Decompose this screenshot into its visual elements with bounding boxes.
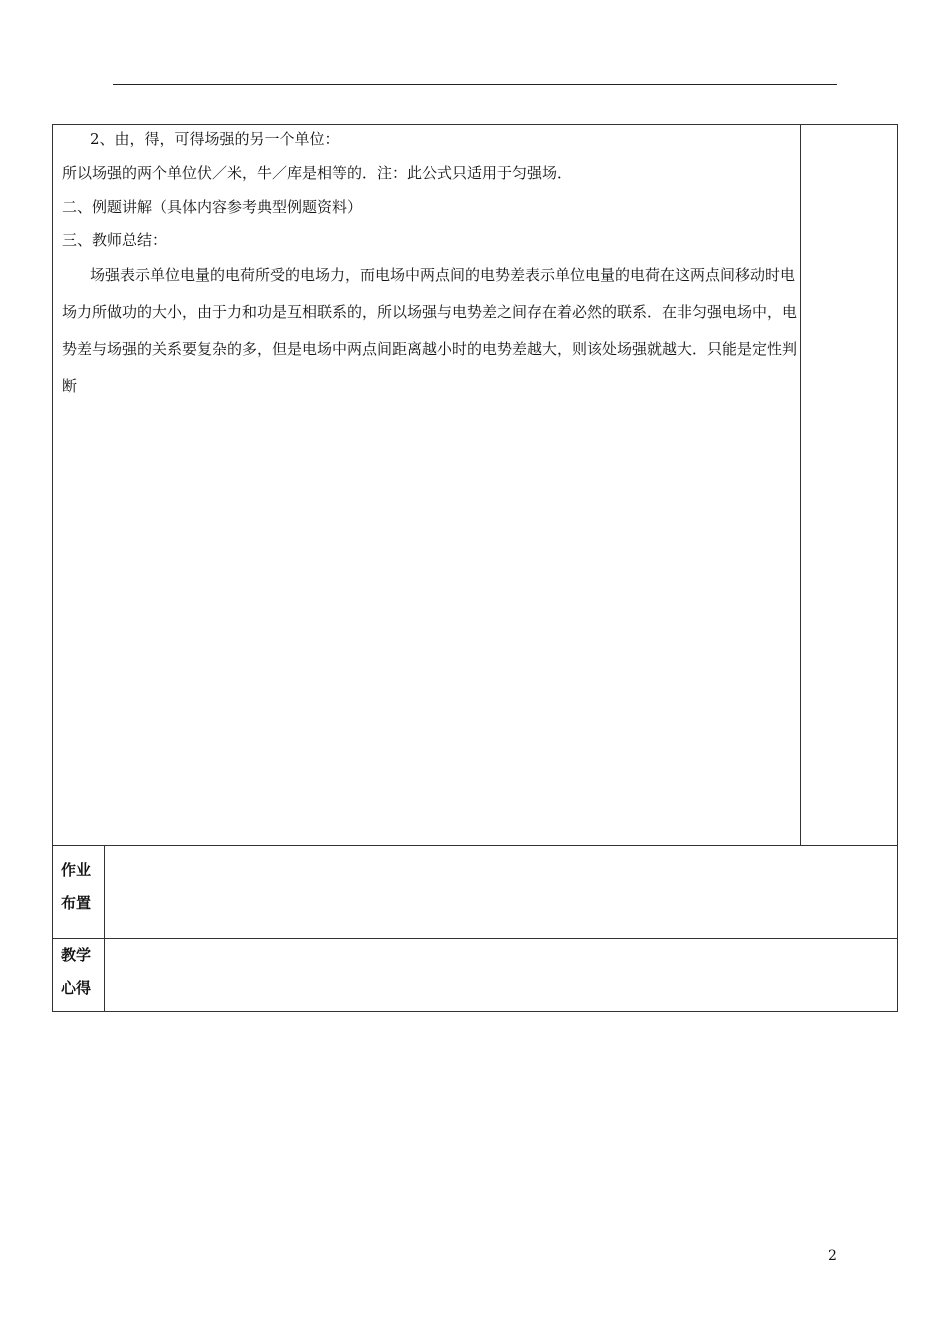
header-rule	[113, 84, 837, 85]
text-line-2: 所以场强的两个单位伏／米，牛／库是相等的．注：此公式只适用于匀强场．	[62, 164, 573, 182]
homework-label	[61, 854, 101, 920]
reflection-label-line-2: 心得	[61, 979, 92, 997]
side-column-divider	[800, 124, 801, 846]
reflection-label-line-1: 教学	[61, 946, 92, 964]
content-cell	[52, 124, 898, 846]
homework-label-line-2: 布置	[61, 894, 92, 912]
reflection-label	[61, 939, 101, 1005]
section-summary-heading: 三、教师总结：	[62, 231, 168, 249]
homework-row	[52, 846, 898, 939]
reflection-row	[52, 939, 898, 1012]
row-label-divider	[104, 846, 105, 938]
page-number: 2	[828, 1248, 837, 1264]
text-line-1: 2、由，得，可得场强的另一个单位：	[90, 130, 340, 148]
summary-paragraph: 场强表示单位电量的电荷所受的电场力，而电场中两点间的电势差表示单位电量的电荷在这两点间移动时电场力所做功的大小，由于力和功是互相联系的，所以场强与电势差之间存在着必然的联系．在非匀强电场中，电势差与场强的关系要复杂的多，但是电场中两点间距离越小时的电势差越大，则该处场强就越大．只能是定性判断	[62, 266, 798, 395]
row-label-divider	[104, 939, 105, 1011]
section-examples: 二、例题讲解（具体内容参考典型例题资料）	[62, 198, 363, 216]
homework-label-line-1: 作业	[61, 861, 92, 879]
